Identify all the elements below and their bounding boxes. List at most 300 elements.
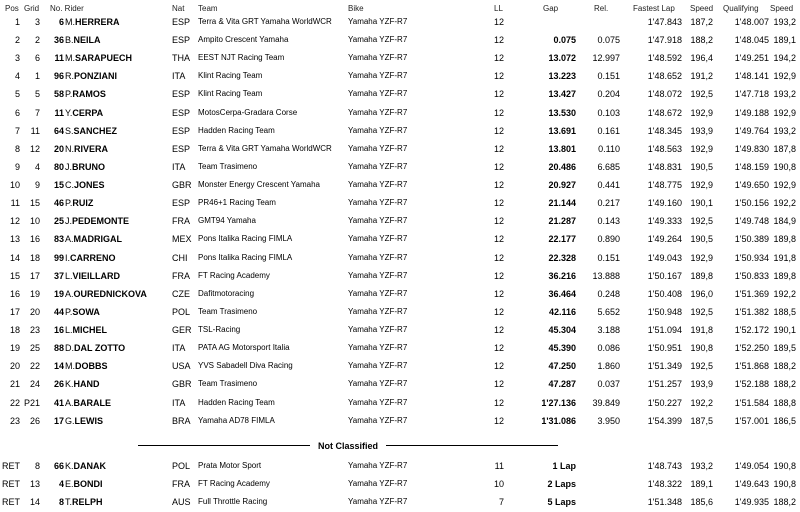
speed: 190,5 — [690, 234, 713, 244]
rider-number: 4 — [58, 479, 64, 489]
bike-name: Yamaha YZF-R7 — [348, 307, 408, 316]
gap: 20.927 — [548, 180, 576, 190]
team-name: Ampito Crescent Yamaha — [198, 35, 289, 44]
nationality: BRA — [172, 416, 191, 426]
qualifying-speed: 189,1 — [773, 35, 796, 45]
team-name: Prata Motor Sport — [198, 461, 262, 470]
speed: 196,4 — [690, 53, 713, 63]
grid-cell: 6 — [34, 53, 40, 63]
rider-number: 11 — [54, 108, 64, 118]
rider-initial: N. — [65, 144, 74, 154]
rider-number: 58 — [53, 89, 64, 99]
rider-name — [65, 475, 175, 493]
pos-cell: 10 — [9, 180, 20, 190]
rider-number: 83 — [53, 234, 64, 244]
table-row — [0, 285, 800, 303]
header-qualifying: Qualifying — [723, 4, 759, 13]
laps-led: 12 — [493, 126, 504, 136]
relative-gap: 0.204 — [597, 89, 620, 99]
rider-number: 6 — [58, 17, 64, 27]
speed: 190,5 — [690, 162, 713, 172]
table-row — [0, 321, 800, 339]
rider-name — [65, 122, 175, 140]
grid-cell: 22 — [29, 361, 40, 371]
table-row — [0, 475, 800, 493]
team-name: GMT94 Yamaha — [198, 216, 256, 225]
nationality: ESP — [172, 17, 191, 27]
qualifying-time: 1'49.650 — [734, 180, 769, 190]
qualifying-speed: 188,5 — [773, 307, 796, 317]
bike-name: Yamaha YZF-R7 — [348, 53, 408, 62]
rider-surname: BONDI — [73, 479, 103, 489]
rider-number: 66 — [53, 461, 64, 471]
speed: 192,9 — [690, 253, 713, 263]
rider-surname: HAND — [73, 379, 100, 389]
qualifying-time: 1'48.045 — [734, 35, 769, 45]
table-row — [0, 339, 800, 357]
rider-initial: M. — [65, 53, 75, 63]
rider-surname: BARALE — [73, 398, 112, 408]
pos-cell: 3 — [14, 53, 20, 63]
speed: 192,9 — [690, 180, 713, 190]
relative-gap: 0.075 — [597, 35, 620, 45]
rider-initial: L. — [65, 271, 73, 281]
fastest-lap: 1'51.348 — [647, 497, 682, 507]
relative-gap — [580, 475, 620, 493]
qualifying-time: 1'49.188 — [734, 108, 769, 118]
bike-name: Yamaha YZF-R7 — [348, 379, 408, 388]
table-row — [0, 493, 800, 511]
table-row — [0, 212, 800, 230]
fastest-lap: 1'50.227 — [647, 398, 682, 408]
qualifying-time: 1'49.935 — [734, 497, 769, 507]
rider-number: 17 — [53, 416, 64, 426]
gap: 42.116 — [548, 307, 576, 317]
speed: 191,2 — [690, 71, 713, 81]
table-row — [0, 49, 800, 67]
qualifying-speed: 189,8 — [773, 234, 796, 244]
fastest-lap: 1'51.094 — [647, 325, 682, 335]
pos-cell: 17 — [9, 307, 20, 317]
nationality: ESP — [172, 35, 191, 45]
bike-name: Yamaha YZF-R7 — [348, 144, 408, 153]
qualifying-time: 1'51.868 — [734, 361, 769, 371]
rider-initial: K. — [65, 379, 74, 389]
fastest-lap: 1'49.160 — [647, 198, 682, 208]
relative-gap: 0.086 — [597, 343, 620, 353]
rider-initial: P. — [65, 89, 73, 99]
fastest-lap: 1'48.672 — [647, 108, 682, 118]
nationality: GBR — [172, 379, 192, 389]
fastest-lap: 1'48.592 — [647, 53, 682, 63]
team-name: Team Trasimeno — [198, 307, 258, 316]
team-name: Yamaha AD78 FIMLA — [198, 416, 275, 425]
rider-surname: RIVERA — [74, 144, 109, 154]
team-name: PR46+1 Racing Team — [198, 198, 276, 207]
rider-surname: CARRENO — [70, 253, 116, 263]
relative-gap: 0.217 — [597, 198, 620, 208]
pos-cell: 14 — [9, 253, 20, 263]
relative-gap: 1.860 — [597, 361, 620, 371]
nationality: AUS — [172, 497, 191, 507]
bike-name: Yamaha YZF-R7 — [348, 198, 408, 207]
team-name: FT Racing Academy — [198, 479, 270, 488]
grid-cell: 13 — [29, 479, 40, 489]
gap: 13.530 — [548, 108, 576, 118]
grid-cell: P21 — [23, 398, 40, 408]
qualifying-time: 1'52.172 — [734, 325, 769, 335]
qualifying-time: 1'49.643 — [734, 479, 769, 489]
qualifying-speed: 188,8 — [773, 398, 796, 408]
rider-surname: MICHEL — [72, 325, 108, 335]
team-name: Monster Energy Crescent Yamaha — [198, 180, 320, 189]
rider-surname: SOWA — [72, 307, 100, 317]
pos-cell: RET — [2, 479, 20, 489]
rider-number: 37 — [53, 271, 64, 281]
qualifying-time: 1'47.718 — [734, 89, 769, 99]
fastest-lap: 1'49.264 — [647, 234, 682, 244]
rider-initial: J. — [65, 216, 73, 226]
rider-name — [65, 31, 175, 49]
rider-name — [65, 303, 175, 321]
nationality: GBR — [172, 180, 192, 190]
qualifying-time: 1'48.007 — [734, 17, 769, 27]
rider-number: 25 — [53, 216, 64, 226]
relative-gap: 0.890 — [597, 234, 620, 244]
fastest-lap: 1'49.043 — [647, 253, 682, 263]
gap: 13.427 — [548, 89, 576, 99]
speed: 187,2 — [690, 17, 713, 27]
bike-name: Yamaha YZF-R7 — [348, 461, 408, 470]
qualifying-time: 1'49.251 — [734, 53, 769, 63]
fastest-lap: 1'47.843 — [647, 17, 682, 27]
header-no-rider: No. Rider — [50, 4, 84, 13]
table-row — [0, 104, 800, 122]
rider-name — [65, 13, 175, 31]
relative-gap: 6.685 — [597, 162, 620, 172]
qualifying-speed: 192,9 — [773, 180, 796, 190]
gap: 21.287 — [548, 216, 576, 226]
header-fastest-lap: Fastest Lap — [633, 4, 675, 13]
table-row — [0, 85, 800, 103]
relative-gap: 0.037 — [597, 379, 620, 389]
laps-led: 10 — [493, 479, 504, 489]
laps-led: 7 — [498, 497, 504, 507]
nationality: MEX — [172, 234, 192, 244]
qualifying-speed: 189,8 — [773, 271, 796, 281]
gap: 36.216 — [548, 271, 576, 281]
bike-name: Yamaha YZF-R7 — [348, 361, 408, 370]
team-name: Terra & Vita GRT Yamaha WorldWCR — [198, 144, 332, 153]
grid-cell: 16 — [29, 234, 40, 244]
fastest-lap: 1'48.072 — [647, 89, 682, 99]
laps-led: 12 — [493, 379, 504, 389]
laps-led: 12 — [493, 144, 504, 154]
rider-initial: M. — [65, 17, 75, 27]
header-team: Team — [198, 4, 218, 13]
gap — [510, 13, 576, 31]
qualifying-speed: 193,2 — [773, 89, 796, 99]
rider-name — [65, 104, 175, 122]
qualifying-time: 1'50.934 — [734, 253, 769, 263]
grid-cell: 20 — [29, 307, 40, 317]
qualifying-time: 1'48.159 — [734, 162, 769, 172]
bike-name: Yamaha YZF-R7 — [348, 253, 408, 262]
laps-led: 12 — [493, 216, 504, 226]
rider-name — [65, 339, 175, 357]
nationality: ITA — [172, 71, 186, 81]
grid-cell: 14 — [29, 497, 40, 507]
speed: 188,2 — [690, 35, 713, 45]
fastest-lap: 1'48.652 — [647, 71, 682, 81]
header-qual-speed: Speed — [770, 4, 794, 13]
laps-led: 12 — [493, 271, 504, 281]
rider-name — [65, 375, 175, 393]
rider-number: 46 — [53, 198, 64, 208]
qualifying-time: 1'49.764 — [734, 126, 769, 136]
rider-number: 44 — [53, 307, 64, 317]
rider-name — [65, 158, 175, 176]
qualifying-speed: 184,9 — [773, 216, 796, 226]
grid-cell: 15 — [29, 198, 40, 208]
nationality: ESP — [172, 126, 191, 136]
laps-led: 12 — [493, 398, 504, 408]
qualifying-speed: 193,2 — [773, 126, 796, 136]
laps-led: 12 — [493, 71, 504, 81]
rider-surname: DAL ZOTTO — [74, 343, 126, 353]
pos-cell: 8 — [14, 144, 20, 154]
table-row — [0, 375, 800, 393]
qualifying-speed: 188,2 — [773, 361, 796, 371]
gap: 47.287 — [548, 379, 576, 389]
table-row — [0, 140, 800, 158]
nationality: ESP — [172, 89, 191, 99]
rider-name — [65, 176, 175, 194]
grid-cell: 19 — [29, 289, 40, 299]
pos-cell: 4 — [14, 71, 20, 81]
pos-cell: 5 — [14, 89, 20, 99]
qualifying-speed: 194,2 — [773, 53, 796, 63]
rider-surname: NEILA — [73, 35, 101, 45]
nationality: ESP — [172, 144, 191, 154]
pos-cell: 13 — [9, 234, 20, 244]
qualifying-speed: 191,8 — [773, 253, 796, 263]
rider-number: 15 — [53, 180, 64, 190]
laps-led: 12 — [493, 17, 504, 27]
laps-led: 12 — [493, 307, 504, 317]
rider-initial: K. — [65, 461, 74, 471]
grid-cell: 9 — [34, 180, 40, 190]
team-name: MotosCerpa-Gradara Corse — [198, 108, 298, 117]
grid-cell: 23 — [29, 325, 40, 335]
nationality: ESP — [172, 108, 191, 118]
bike-name: Yamaha YZF-R7 — [348, 17, 408, 26]
table-row — [0, 194, 800, 212]
gap: 47.250 — [548, 361, 576, 371]
pos-cell: 19 — [9, 343, 20, 353]
speed: 193,9 — [690, 379, 713, 389]
speed: 192,5 — [690, 361, 713, 371]
header-grid: Grid — [24, 4, 40, 13]
team-name: Pons Italika Racing FIMLA — [198, 234, 293, 243]
team-name: Terra & Vita GRT Yamaha WorldWCR — [198, 17, 332, 26]
pos-cell: 7 — [14, 126, 20, 136]
qualifying-speed: 190,1 — [773, 325, 796, 335]
header-rel: Rel. — [594, 4, 609, 13]
gap: 13.801 — [548, 144, 576, 154]
not-classified-separator — [138, 438, 558, 454]
rider-name — [65, 85, 175, 103]
header-speed: Speed — [690, 4, 714, 13]
team-name: Dafitmotoracing — [198, 289, 255, 298]
nationality: CZE — [172, 289, 190, 299]
rider-surname: RELPH — [72, 497, 103, 507]
table-row — [0, 158, 800, 176]
qualifying-time: 1'52.250 — [734, 343, 769, 353]
relative-gap — [580, 457, 620, 475]
grid-cell: 8 — [34, 461, 40, 471]
qualifying-speed: 188,2 — [773, 379, 796, 389]
table-row — [0, 13, 800, 31]
rider-number: 41 — [53, 398, 64, 408]
bike-name: Yamaha YZF-R7 — [348, 234, 408, 243]
nationality: CHI — [172, 253, 188, 263]
table-row — [0, 457, 800, 475]
bike-name: Yamaha YZF-R7 — [348, 289, 408, 298]
rider-initial: D. — [65, 343, 74, 353]
gap: 1'27.136 — [541, 398, 576, 408]
table-row — [0, 412, 800, 430]
fastest-lap: 1'48.322 — [647, 479, 682, 489]
rider-initial: J. — [65, 162, 73, 172]
fastest-lap: 1'51.349 — [647, 361, 682, 371]
table-row — [0, 31, 800, 49]
bike-name: Yamaha YZF-R7 — [348, 71, 408, 80]
pos-cell: 22 — [9, 398, 20, 408]
relative-gap: 3.188 — [597, 325, 620, 335]
qualifying-speed: 187,8 — [773, 144, 796, 154]
grid-cell: 25 — [29, 343, 40, 353]
relative-gap: 0.151 — [597, 71, 620, 81]
separator-line-right — [386, 445, 558, 446]
relative-gap: 0.161 — [597, 126, 620, 136]
rider-surname: JONES — [74, 180, 105, 190]
relative-gap: 0.110 — [598, 144, 620, 154]
rider-name — [65, 394, 175, 412]
rider-number: 80 — [53, 162, 64, 172]
rider-surname: MADRIGAL — [73, 234, 123, 244]
laps-led: 11 — [494, 461, 504, 471]
relative-gap: 0.441 — [597, 180, 620, 190]
gap: 2 Laps — [547, 479, 576, 489]
team-name: Hadden Racing Team — [198, 398, 275, 407]
rider-initial: L. — [65, 325, 73, 335]
bike-name: Yamaha YZF-R7 — [348, 343, 408, 352]
fastest-lap: 1'48.345 — [647, 126, 682, 136]
speed: 192,5 — [690, 307, 713, 317]
qualifying-speed: 192,2 — [773, 198, 796, 208]
relative-gap: 0.248 — [597, 289, 620, 299]
fastest-lap: 1'51.257 — [647, 379, 682, 389]
rider-name — [65, 285, 175, 303]
nationality: GER — [172, 325, 192, 335]
table-row — [0, 303, 800, 321]
nationality: THA — [172, 53, 190, 63]
rider-initial: C. — [65, 180, 74, 190]
gap: 1'31.086 — [541, 416, 576, 426]
header-pos: Pos — [5, 4, 19, 13]
rider-surname: HERRERA — [75, 17, 120, 27]
bike-name: Yamaha YZF-R7 — [348, 271, 408, 280]
speed: 192,2 — [690, 398, 713, 408]
gap: 45.390 — [548, 343, 576, 353]
laps-led: 12 — [493, 89, 504, 99]
rider-surname: RAMOS — [72, 89, 106, 99]
grid-cell: 24 — [29, 379, 40, 389]
bike-name: Yamaha YZF-R7 — [348, 416, 408, 425]
laps-led: 12 — [493, 108, 504, 118]
bike-name: Yamaha YZF-R7 — [348, 108, 408, 117]
fastest-lap: 1'54.399 — [647, 416, 682, 426]
pos-cell: 9 — [14, 162, 20, 172]
relative-gap: 39.849 — [592, 398, 620, 408]
rider-name — [65, 49, 175, 67]
qualifying-time: 1'51.369 — [734, 289, 769, 299]
pos-cell: RET — [2, 497, 20, 507]
nationality: ITA — [172, 343, 186, 353]
nationality: FRA — [172, 479, 190, 489]
rider-number: 8 — [58, 497, 64, 507]
fastest-lap: 1'48.563 — [647, 144, 682, 154]
bike-name: Yamaha YZF-R7 — [348, 398, 408, 407]
team-name: Klint Racing Team — [198, 89, 263, 98]
rider-number: 99 — [53, 253, 64, 263]
team-name: YVS Sabadell Diva Racing — [198, 361, 293, 370]
speed: 190,8 — [690, 343, 713, 353]
rider-initial: T. — [65, 497, 73, 507]
rider-surname: PEDEMONTE — [72, 216, 130, 226]
qualifying-speed: 192,9 — [773, 71, 796, 81]
rider-initial: A. — [65, 289, 74, 299]
rider-number: 20 — [53, 144, 64, 154]
relative-gap: 0.151 — [597, 253, 620, 263]
qualifying-time: 1'48.141 — [734, 71, 769, 81]
team-name: EEST NJT Racing Team — [198, 53, 285, 62]
qualifying-time: 1'49.054 — [734, 461, 769, 471]
gap: 13.072 — [548, 53, 576, 63]
speed: 185,6 — [690, 497, 713, 507]
rider-number: 36 — [53, 35, 64, 45]
rider-initial: E. — [65, 479, 74, 489]
laps-led: 12 — [493, 343, 504, 353]
grid-cell: 1 — [34, 71, 40, 81]
laps-led: 12 — [493, 180, 504, 190]
not-classified-label: Not Classified — [310, 438, 386, 454]
grid-cell: 5 — [34, 89, 40, 99]
header-ll: LL — [494, 4, 503, 13]
relative-gap — [580, 13, 620, 31]
grid-cell: 17 — [29, 271, 40, 281]
table-row — [0, 267, 800, 285]
speed: 187,5 — [690, 416, 713, 426]
table-row — [0, 176, 800, 194]
laps-led: 12 — [493, 289, 504, 299]
fastest-lap: 1'50.167 — [647, 271, 682, 281]
fastest-lap: 1'47.918 — [647, 35, 682, 45]
team-name: Hadden Racing Team — [198, 126, 275, 135]
bike-name: Yamaha YZF-R7 — [348, 180, 408, 189]
speed: 193,2 — [690, 461, 713, 471]
